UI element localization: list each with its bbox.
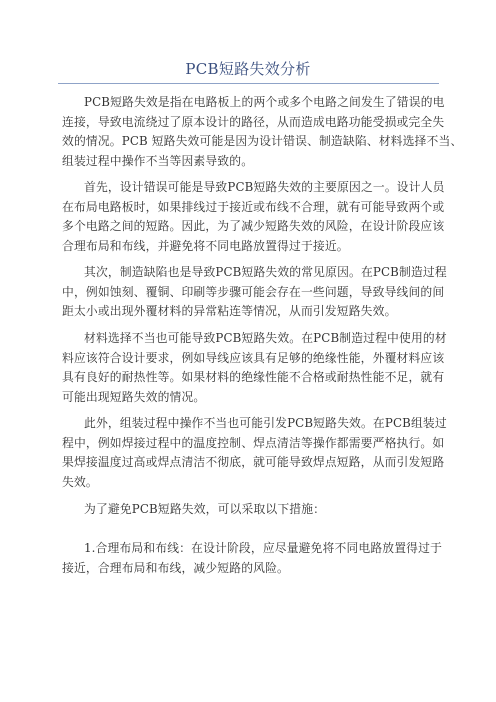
paragraph-design-errors [62,178,445,256]
paragraph-line: 可能出现短路失效的情况。 [62,389,206,404]
paragraph-line: 其次，制造缺陷也是导致PCB短路失效的常见原因。在PCB制造过程 [84,265,447,279]
paragraph-line: 1.合理布局和布线：在设计阶段，应尽量避免将不同电路放置得过于 [84,541,443,555]
paragraph-line: 多个电路之间的短路。因此，为了减少短路失效的风险，在设计阶段应该 [62,219,445,234]
paragraph-line: 失效。 [62,474,98,489]
paragraph-manufacturing-defects [62,263,447,322]
paragraph-definition [62,93,463,171]
paragraph-measures-intro [62,500,440,520]
paragraph-line: 合理布局和布线，并避免将不同电路放置得过于接近。 [62,238,349,253]
paragraph-line: 中，例如蚀刻、覆铜、印刷等步骤可能会存在一些问题，导致导线间的间 [62,284,445,299]
paragraph-line: 首先，设计错误可能是导致PCB短路失效的主要原因之一。设计人员 [84,180,445,194]
paragraph-assembly-process [62,414,447,492]
paragraph-line: 连接，导致电流绕过了原本设计的路径，从而造成电路功能受损或完全失 [62,114,445,129]
paragraph-line: 效的情况。PCB 短路失效可能是因为设计错误、制造缺陷、材料选择不当、 [62,134,463,149]
paragraph-line: 材料选择不当也可能导致PCB短路失效。在PCB制造过程中使用的材 [84,331,447,345]
paragraph-line: 程中，例如焊接过程中的温度控制、焊点清洁等操作都需要严格执行。如 [62,435,445,450]
paragraph-line: 料应该符合设计要求，例如导线应该具有足够的绝缘性能，外覆材料应该 [62,350,445,365]
paragraph-line: 组装过程中操作不当等因素导致的。 [62,153,254,168]
paragraph-line: 具有良好的耐热性等。如果材料的绝缘性能不合格或耐热性能不足，就有 [62,370,445,385]
paragraph-material-selection [62,329,447,407]
paragraph-line: 此外，组装过程中操作不当也可能引发PCB短路失效。在PCB组装过 [84,416,447,430]
paragraph-measure-1 [62,539,443,578]
document-title: PCB短路失效分析 [185,60,311,78]
paragraph-line: 距太小或出现外覆材料的异常粘连等情况，从而引发短路失效。 [62,304,397,319]
paragraph-line: 为了避免PCB短路失效，可以采取以下措施： [84,502,326,516]
title-divider [58,83,439,84]
paragraph-line: 果焊接温度过高或焊点清洁不彻底，就可能导致焊点短路，从而引发短路 [62,455,445,470]
paragraph-line: 在布局电路板时，如果排线过于接近或布线不合理，就有可能导致两个或 [62,199,445,214]
paragraph-line: PCB短路失效是指在电路板上的两个或多个电路之间发生了错误的电 [84,95,445,109]
paragraph-line: 接近，合理布局和布线，减少短路的风险。 [62,560,289,575]
